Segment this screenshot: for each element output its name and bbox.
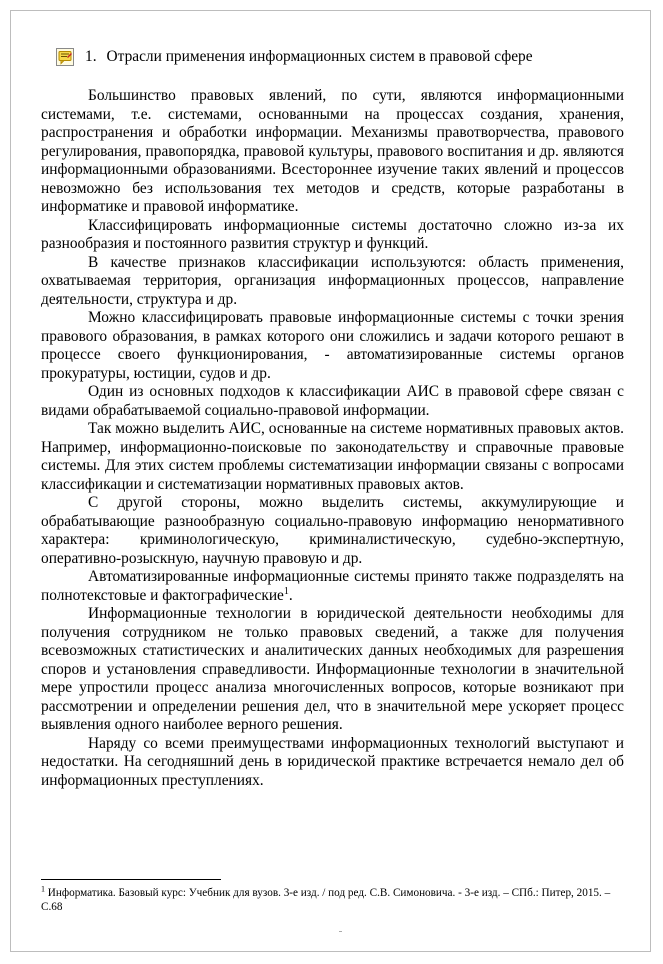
paragraph: Один из основных подходов к классификации АИС в правовой сфере связан с видами обрабатываемой социально-правовой информации.	[41, 383, 624, 419]
paragraph-text: Автоматизированные информационные системы принято также подразделять на полнотекстовые и фактографические	[41, 568, 624, 604]
paragraph: Информационные технологии в юридической деятельности необходимы для получения сотрудником не только правовых сведений, а также для получения всевозможных статистических и аналитических данных необходимых для разрешения споров и установления справедливости. Информационные технологии в значительной мере упростили процесс анализа многочисленных вопросов, которые возникают при рассмотрении и определении решения дел, что в значительной мере ускоряет процесс выявления одного наиболее верного решения.	[41, 605, 624, 733]
footnote	[41, 884, 624, 914]
comment-icon[interactable]	[55, 47, 75, 67]
paragraph: Классифицировать информационные системы достаточно сложно из-за их разнообразия и постоянного развития структур и функций.	[41, 216, 624, 252]
document-body	[41, 47, 624, 790]
footnote-text: Информатика. Базовый курс: Учебник для вузов. 3-е изд. / под ред. С.В. Симоновича. - 3-е изд. – СПб.: Питер, 2015. – С.68	[41, 887, 611, 913]
page-marker	[339, 931, 342, 932]
footnote-mark: 1	[41, 884, 45, 894]
paragraph: В качестве признаков классификации используются: область применения, охватываемая территория, организация информационных процессов, направление деятельности, структура и др.	[41, 253, 624, 308]
paragraph-tail: .	[288, 586, 293, 604]
paragraph-with-footnote	[41, 568, 624, 605]
paragraph: Так можно выделить АИС, основанные на системе нормативных правовых актов. Например, информационно-поисковые по законодательству и справочные правовые системы. Для этих систем проблемы систематизации информации связаны с вопросами классификации и систематизации нормативных правовых актов.	[41, 420, 624, 493]
paragraph: Можно классифицировать правовые информационные системы с точки зрения правового образования, в рамках которого они сложились и задачи которого решают в процессе своего функционирования, - автоматизированные системы органов прокуратуры, юстиции, судов и др.	[41, 309, 624, 382]
heading-number: 1.	[85, 47, 97, 65]
paragraph: С другой стороны, можно выделить системы, аккумулирующие и обрабатывающие разнообразную социально-правовую информацию ненормативного характера: криминологическую, криминалистическую, судебно-экспертную, оперативно-розыскную, научную правовую и др.	[41, 494, 624, 567]
document-page	[10, 10, 651, 952]
paragraph: Большинство правовых явлений, по сути, являются информационными системами, т.е. системами, основанными на процессах создания, хранения, распространения и обработки информации. Механизмы правотворчества, правового регулирования, правопорядка, правовой культуры, правового воспитания и др. являются информационными образованиями. Всестороннее изучение таких явлений и процессов невозможно без использования тех методов и средств, которые разработаны в информатике и правовой информатике.	[41, 87, 624, 215]
heading-title: Отрасли применения информационных систем в правовой сфере	[106, 47, 533, 65]
section-heading	[41, 47, 624, 67]
paragraph: Наряду со всеми преимуществами информационных технологий выступают и недостатки. На сегодняшний день в юридической практике встречается немало дел об информационных преступлениях.	[41, 734, 624, 789]
footnote-separator	[41, 879, 221, 880]
footnote-reference[interactable]: 1	[283, 585, 289, 597]
